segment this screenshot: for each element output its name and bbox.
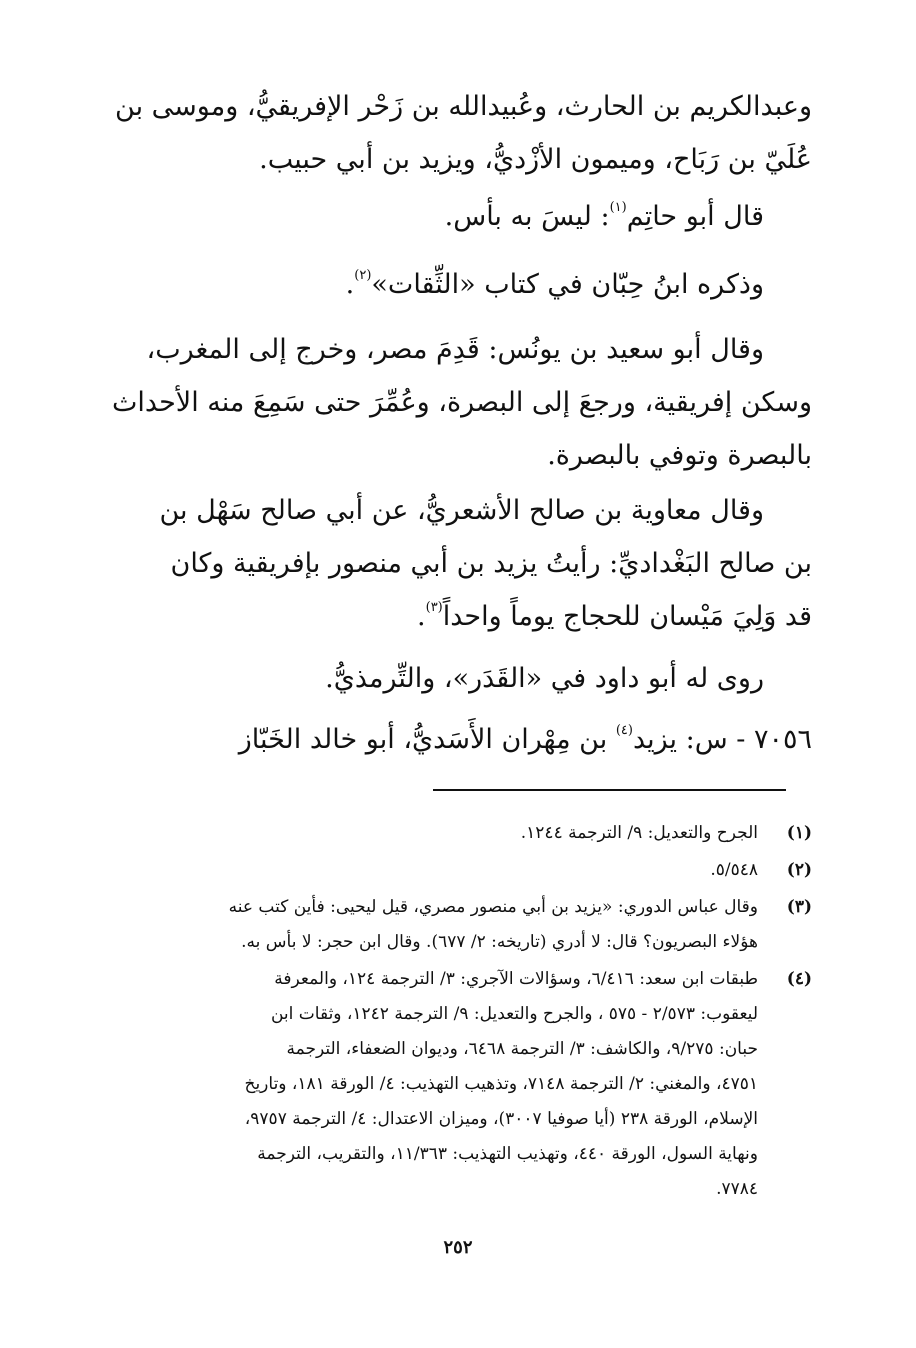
text-line: روى له أبو داود في «القَدَر»، والتِّرمذيُّ. [325, 663, 764, 694]
footnote-line: هؤلاء البصريون؟ قال: لا أدري (تاريخه: ٢/ ٦٧٧). وقال ابن حجر: لا بأس به. [241, 932, 758, 952]
paragraph-abu-hatim [80, 190, 812, 243]
text-line [80, 258, 812, 311]
footnote-line: ٧٧٨٤. [716, 1179, 758, 1199]
text-span: وذكره ابنُ حِبّان في كتاب «الثِّقات» [371, 269, 764, 300]
footnote-1 [80, 816, 812, 851]
paragraph-ibn-yunus [80, 323, 812, 482]
footnote-line: حبان: ٩/٢٧٥، والكاشف: ٣/ الترجمة ٦٤٦٨، وديوان الضعفاء، الترجمة [286, 1039, 758, 1059]
footnote-4 [80, 962, 812, 1207]
entry-number: ٧٠٥٦ - س: يزيد [632, 724, 812, 755]
footnote-number: (٢) [786, 860, 812, 880]
footnote-text [80, 890, 758, 960]
footnote-number: (٤) [786, 969, 812, 989]
text-line: وعبدالكريم بن الحارث، وعُبيدالله بن زَحْر الإفريقيُّ، وموسى بن [115, 91, 812, 122]
text-span: . [345, 269, 355, 300]
footnote-number: (٣) [786, 897, 812, 917]
paragraph-narrators-list [80, 80, 812, 186]
text-line: وقال معاوية بن صالح الأشعريُّ، عن أبي صالح سَهْل بن [159, 495, 764, 526]
text-span: قال أبو حاتِم [626, 201, 764, 232]
footnote-text [80, 816, 758, 851]
footnote-text [80, 853, 758, 888]
footnote-line: ٥/٥٤٨. [710, 860, 758, 880]
footnote-3 [80, 890, 812, 960]
footnote-number: (١) [786, 823, 812, 843]
footnotes [80, 816, 812, 1209]
footnote-line: الإسلام، الورقة ٢٣٨ (أيا صوفيا ٣٠٠٧)، وميزان الاعتدال: ٤/ الترجمة ٩٧٥٧، [244, 1109, 758, 1129]
footnote-line: ونهاية السول، الورقة ٤٤٠، وتهذيب التهذيب: ١١/٣٦٣، والتقريب، الترجمة [257, 1144, 758, 1164]
text-line [80, 190, 812, 243]
text-line [80, 590, 812, 643]
footnote-line: الجرح والتعديل: ٩/ الترجمة ١٢٤٤. [520, 823, 758, 843]
footnote-line: ليعقوب: ٢/٥٧٣ - ٥٧٥ ، والجرح والتعديل: ٩/ الترجمة ١٢٤٢، وثقات ابن [270, 1004, 758, 1024]
text-line: وسكن إفريقية، ورجعَ إلى البصرة، وعُمِّرَ حتى سَمِعَ منه الأحداث [112, 387, 812, 418]
page-number: ٢٥٢ [443, 1237, 473, 1258]
text-line: بن صالح البَغْداديِّ: رأيتُ يزيد بن أبي منصور بإفريقية وكان [170, 548, 812, 579]
footnote-line: طبقات ابن سعد: ٦/٤١٦، وسؤالات الآجري: ٣/ الترجمة ١٢٤، والمعرفة [274, 969, 758, 989]
footnote-ref-2[interactable]: (٢) [354, 268, 372, 283]
text-line: بالبصرة وتوفي بالبصرة. [547, 440, 812, 471]
footnote-text [80, 962, 758, 1207]
footnote-line: ٤٧٥١، والمغني: ٢/ الترجمة ٧١٤٨، وتذهيب التهذيب: ٤/ الورقة ١٨١، وتاريخ [244, 1074, 758, 1094]
footnote-line: وقال عباس الدوري: «يزيد بن أبي منصور مصري، قيل ليحيى: فأين كتب عنه [228, 897, 758, 917]
text-span: بن مِهْران الأَسَديُّ، أبو خالد الخَبّاز [238, 724, 616, 755]
text-span: قد وَلِيَ مَيْسان للحجاج يوماً واحداً [442, 601, 812, 632]
text-line [80, 713, 812, 766]
text-line: وقال أبو سعيد بن يونُس: قَدِمَ مصر، وخرج إلى المغرب، [146, 334, 764, 365]
paragraph-ibn-hibban [80, 258, 812, 311]
paragraph-muawiya [80, 484, 812, 643]
entry-heading-7056 [80, 713, 812, 766]
text-span: . [417, 601, 426, 632]
text-span: : ليسَ به بأس. [444, 201, 610, 232]
footnote-ref-3[interactable]: (٣) [425, 600, 443, 615]
text-line: عُلَيّ بن رَبَاح، وميمون الأزْديُّ، ويزيد بن أبي حبيب. [259, 144, 812, 175]
footnote-ref-1[interactable]: (١) [609, 200, 627, 215]
footnote-2 [80, 853, 812, 888]
paragraph-narrated-by [80, 652, 812, 705]
footnote-separator [433, 789, 786, 791]
footnote-ref-4[interactable]: (٤) [615, 723, 633, 738]
